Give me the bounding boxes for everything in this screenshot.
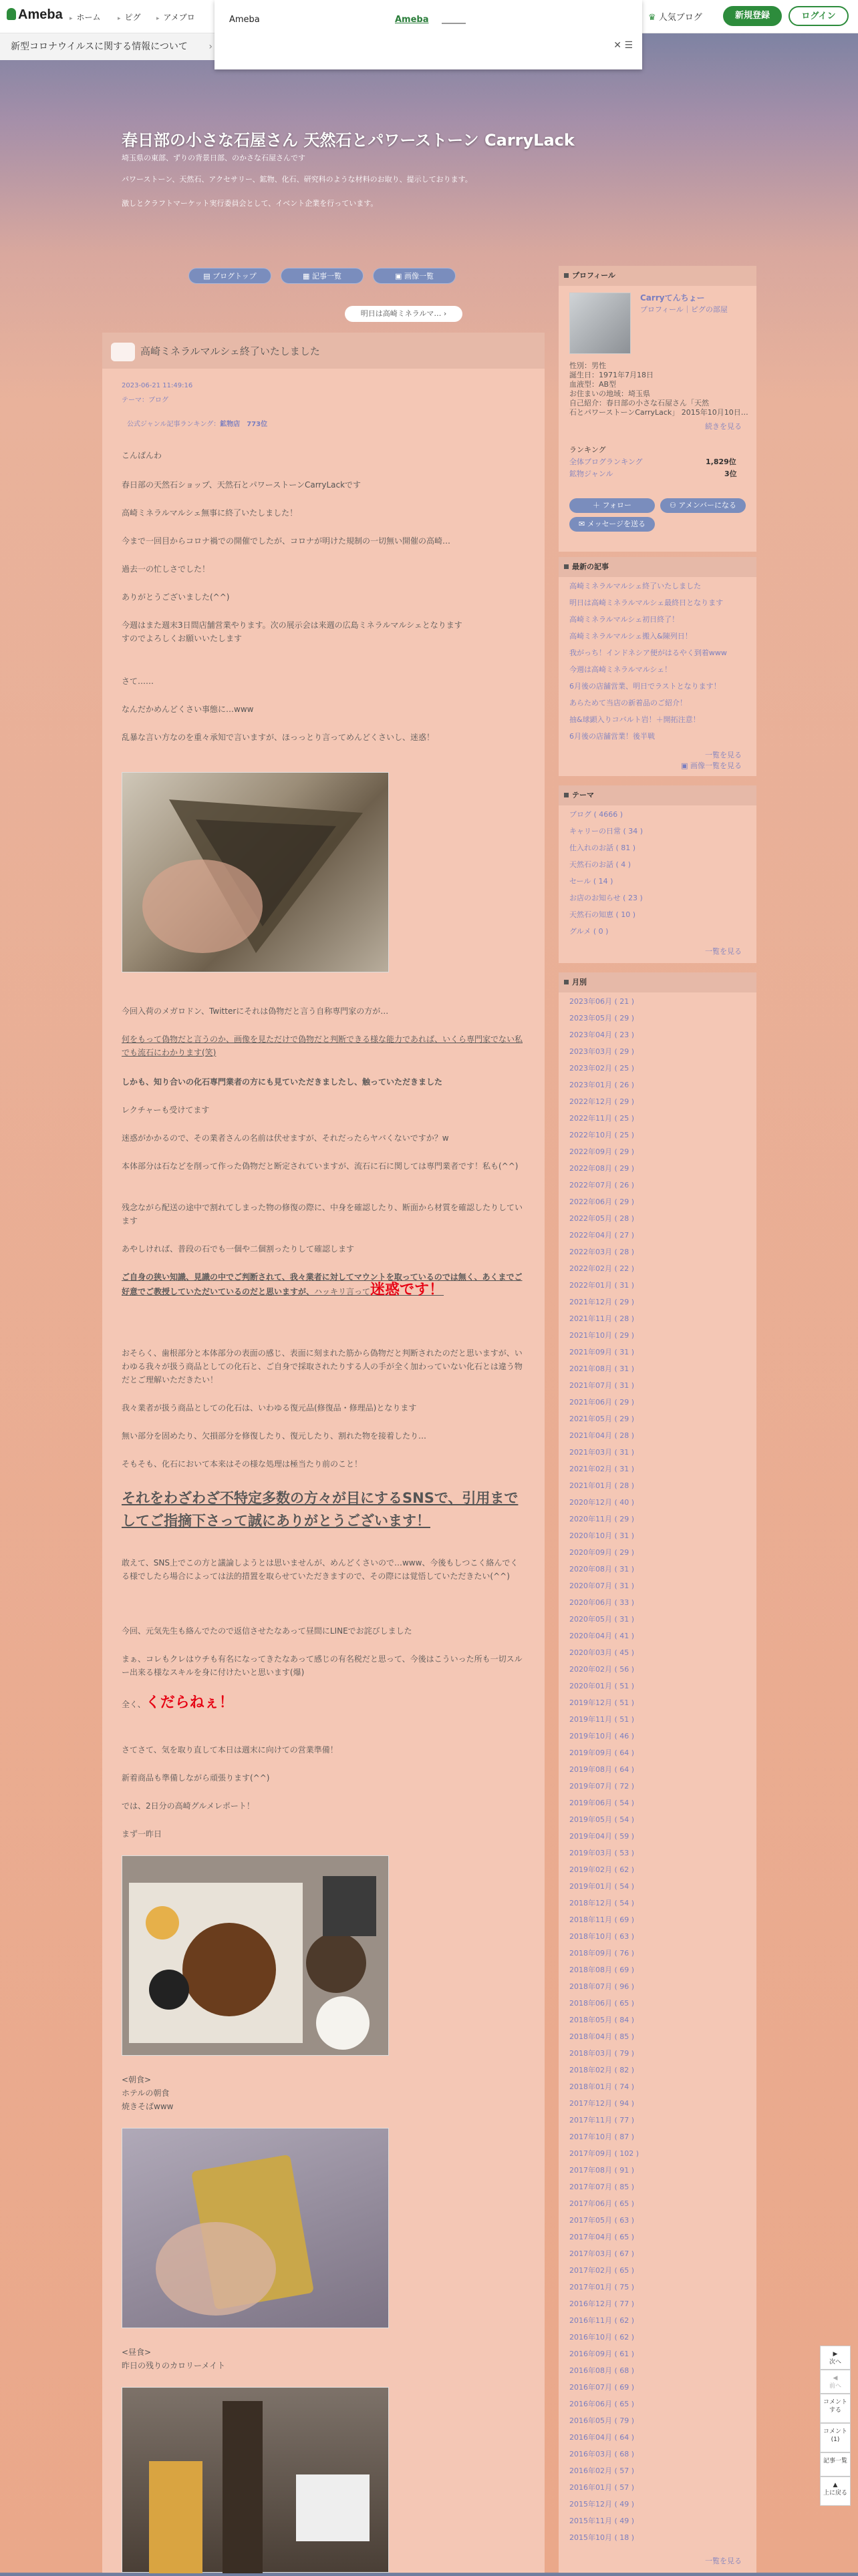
monthly-item[interactable]: 2017年12月 ( 94 ) bbox=[569, 2099, 635, 2108]
monthly-item[interactable]: 2016年09月 ( 61 ) bbox=[569, 2350, 635, 2358]
drink-bottle-shape bbox=[122, 2388, 390, 2573]
monthly-item[interactable]: 2015年12月 ( 49 ) bbox=[569, 2500, 635, 2509]
monthly-item[interactable]: 2018年09月 ( 76 ) bbox=[569, 1949, 635, 1958]
article-title[interactable]: 高崎ミネラルマルシェ終了いたしました bbox=[140, 345, 320, 357]
article-text: なんだかめんどくさい事態に…www bbox=[122, 705, 254, 714]
recent-item[interactable]: 明日は高崎ミネラルマルシェ最終日となります bbox=[569, 598, 724, 607]
article-text: すのでよろしくお願いいたします bbox=[122, 634, 243, 643]
theme-item[interactable]: グルメ ( 0 ) bbox=[569, 927, 609, 936]
monthly-item[interactable]: 2016年07月 ( 69 ) bbox=[569, 2383, 635, 2392]
monthly-item[interactable]: 2023年01月 ( 26 ) bbox=[569, 1081, 635, 1089]
recent-item[interactable]: 我がっち！インドネシア便がはるやく到着www bbox=[569, 649, 727, 657]
blog-description-1: 埼玉県の東部、ずりの背景日部、のかさな石屋さんです bbox=[122, 154, 305, 162]
blog-description-2: パワーストーン、天然石、アクセサリー、鉱物、化石、研究科のような材料のお取り、提示しております。 bbox=[122, 175, 472, 184]
profile-info: 性別：男性 bbox=[569, 361, 606, 370]
article-text: 乱暴な言い方なのを重々承知で言いますが、ほっっとり言ってめんどくさいし、迷惑！ bbox=[122, 733, 435, 742]
article-text: おそらく、歯根部分と本体部分の表面の感じ、表面に刻まれた筋から偽物だと判断されたのだと思いますが、いわゆる我々が扱う商品としての化石と、ご自身で採取されたりする人の手が全く加わっていない化石とは違う物だとご理解いただきたい！ bbox=[122, 1348, 523, 1385]
article-text: 焼きそばwww bbox=[122, 2102, 174, 2111]
ranking-genre-value: 3位 bbox=[724, 470, 737, 478]
article-text: では、2日分の高崎グルメレポート！ bbox=[122, 1801, 255, 1811]
monthly-item[interactable]: 2020年12月 ( 40 ) bbox=[569, 1498, 635, 1507]
article-text: 昨日の残りのカロリーメイト bbox=[122, 2361, 226, 2370]
profile-info: 誕生日：1971年7月18日 bbox=[569, 371, 654, 379]
article-text: 今まで一回目からコロナ禍での開催でしたが、コロナが明けた規制の一切無い開催の高崎… bbox=[122, 536, 451, 546]
monthly-item[interactable]: 2020年05月 ( 31 ) bbox=[569, 1615, 635, 1624]
monthly-item[interactable]: 2019年11月 ( 51 ) bbox=[569, 1715, 635, 1724]
breakfast-tray-shape bbox=[122, 1856, 390, 2056]
theme-item[interactable]: 仕入れのお話 ( 81 ) bbox=[569, 844, 636, 852]
theme-item[interactable]: 天然石のお話 ( 4 ) bbox=[569, 860, 631, 869]
profile-more-link[interactable]: 続きを見る bbox=[705, 422, 742, 431]
monthly-item[interactable]: 2023年03月 ( 29 ) bbox=[569, 1047, 635, 1056]
article-text: ご自身の狭い知識、見識の中でご判断されて、我々業者に対してマウントを取っているのでは無く、あくまでご好意でご教授していただいているのだと思いますが、ハッキリ言って迷惑です！ bbox=[122, 1272, 523, 1298]
monthly-item[interactable]: 2022年12月 ( 29 ) bbox=[569, 1097, 635, 1106]
monthly-item[interactable]: 2016年12月 ( 77 ) bbox=[569, 2299, 635, 2308]
monthly-item[interactable]: 2021年02月 ( 31 ) bbox=[569, 1465, 635, 1473]
monthly-item[interactable]: 2020年08月 ( 31 ) bbox=[569, 1565, 635, 1574]
monthly-heading: 月別 bbox=[559, 972, 756, 992]
ranking-heading: ランキング bbox=[569, 445, 606, 454]
monthly-item[interactable]: 2019年07月 ( 72 ) bbox=[569, 1782, 635, 1791]
monthly-item[interactable]: 2020年10月 ( 31 ) bbox=[569, 1531, 635, 1540]
monthly-item[interactable]: 2018年04月 ( 85 ) bbox=[569, 2032, 635, 2041]
article-text: まず一昨日 bbox=[122, 1829, 162, 1839]
monthly-item[interactable]: 2021年04月 ( 28 ) bbox=[569, 1431, 635, 1440]
article-text: あやしければ、普段の石でも一個や二個割ったりして確認します bbox=[122, 1244, 355, 1254]
chevron-right-icon: › bbox=[443, 309, 447, 318]
monthly-item[interactable]: 2017年03月 ( 67 ) bbox=[569, 2249, 635, 2258]
theme-heading: テーマ bbox=[559, 785, 756, 805]
article-text: 過去一の忙しさでした！ bbox=[122, 564, 210, 574]
home-icon: ▤ bbox=[203, 272, 210, 281]
monthly-item[interactable]: 2016年02月 ( 57 ) bbox=[569, 2466, 635, 2475]
signup-button[interactable]: 新規登録 bbox=[723, 6, 782, 26]
article-text: こんばんわ bbox=[122, 451, 162, 460]
popup-title: Ameba bbox=[229, 15, 260, 25]
monthly-item[interactable]: 2023年04月 ( 23 ) bbox=[569, 1031, 635, 1039]
monthly-item[interactable]: 2023年06月 ( 21 ) bbox=[569, 997, 635, 1006]
monthly-item[interactable]: 2018年06月 ( 65 ) bbox=[569, 1999, 635, 2008]
monthly-item[interactable]: 2022年10月 ( 25 ) bbox=[569, 1131, 635, 1139]
popup-underline bbox=[442, 23, 466, 24]
theme-item[interactable]: 天然石の知恵 ( 10 ) bbox=[569, 910, 636, 919]
article-text: 高崎ミネラルマルシェ無事に終了いたしました！ bbox=[122, 508, 298, 518]
monthly-item[interactable]: 2018年02月 ( 82 ) bbox=[569, 2066, 635, 2074]
monthly-item[interactable]: 2022年01月 ( 31 ) bbox=[569, 1281, 635, 1290]
monthly-item[interactable]: 2016年05月 ( 79 ) bbox=[569, 2416, 635, 2425]
monthly-item[interactable]: 2018年11月 ( 69 ) bbox=[569, 1915, 635, 1924]
monthly-archive-panel bbox=[559, 972, 756, 2573]
back-to-top-button[interactable]: ▲ 上に戻る bbox=[820, 2476, 851, 2506]
calorie-mate-photo[interactable] bbox=[122, 2128, 389, 2328]
nav-entry-list[interactable]: ▦ 記事一覧 bbox=[281, 268, 364, 284]
recent-item[interactable]: 抽&球顕入りコバルト岩！＋開拓注意！ bbox=[569, 715, 700, 724]
list-icon: ▦ bbox=[303, 272, 310, 281]
popular-blog-link[interactable]: ♛ 人気ブログ bbox=[648, 13, 702, 23]
article-text: しかも、知り合いの化石専門業者の方にも見ていただきましたし、触っていただきました bbox=[122, 1077, 443, 1087]
login-button[interactable]: ログイン bbox=[789, 6, 849, 26]
monthly-item[interactable]: 2018年07月 ( 96 ) bbox=[569, 1982, 635, 1991]
article-text: まぁ、コレもクレはウチも有名になってきたなあって感じの有名税だと思って、今後はこういった所も一切スルー出来る様なスキルを身に付けたいと思います(爆) bbox=[122, 1654, 523, 1677]
monthly-item[interactable]: 2015年10月 ( 18 ) bbox=[569, 2533, 635, 2542]
monthly-item[interactable]: 2016年01月 ( 57 ) bbox=[569, 2483, 635, 2492]
comment-count-button[interactable]: コメント(1) bbox=[820, 2423, 851, 2452]
popup-brand-link[interactable]: Ameba bbox=[395, 15, 429, 25]
comment-button[interactable]: コメントする bbox=[820, 2394, 851, 2423]
recent-item[interactable]: 高崎ミネラルマルシェ初日終了！ bbox=[569, 615, 680, 624]
monthly-item[interactable]: 2017年10月 ( 87 ) bbox=[569, 2133, 635, 2141]
profile-name[interactable]: Carryてんちょー bbox=[640, 293, 705, 303]
monthly-item[interactable]: 2019年08月 ( 64 ) bbox=[569, 1765, 635, 1774]
theme-item[interactable]: ブログ ( 4666 ) bbox=[569, 810, 623, 819]
article-text: 全く、くだらねぇ！ bbox=[122, 1694, 234, 1711]
monthly-item[interactable]: 2020年03月 ( 45 ) bbox=[569, 1648, 635, 1657]
monthly-item[interactable]: 2017年04月 ( 65 ) bbox=[569, 2233, 635, 2241]
monthly-item[interactable]: 2018年05月 ( 84 ) bbox=[569, 2016, 635, 2024]
image-icon: ▣ bbox=[395, 272, 402, 281]
monthly-item[interactable]: 2016年04月 ( 64 ) bbox=[569, 2433, 635, 2442]
ranking-overall-value: 1,829位 bbox=[706, 457, 736, 466]
monthly-item[interactable]: 2020年01月 ( 51 ) bbox=[569, 1682, 635, 1690]
monthly-item[interactable]: 2019年12月 ( 51 ) bbox=[569, 1698, 635, 1707]
message-button[interactable]: ✉ メッセージを送る bbox=[569, 517, 655, 532]
article-text: さてさて、気を取り直して本日は週末に向けての営業準備！ bbox=[122, 1745, 338, 1755]
entry-list-button[interactable]: 記事一覧 bbox=[820, 2452, 851, 2476]
monthly-more-link[interactable]: 一覧を見る bbox=[705, 2557, 742, 2565]
monthly-item[interactable]: 2022年07月 ( 26 ) bbox=[569, 1181, 635, 1189]
recent-item[interactable]: 6月後の店舗営業、明日でラストとなります！ bbox=[569, 682, 721, 691]
ameba-logo[interactable]: Ameba bbox=[7, 7, 63, 23]
breakfast-photo[interactable] bbox=[122, 1855, 389, 2056]
fossil-tooth-shape bbox=[122, 773, 390, 973]
profile-heading: プロフィール bbox=[559, 266, 756, 286]
lunch-photo[interactable] bbox=[122, 2387, 389, 2573]
monthly-item[interactable]: 2020年07月 ( 31 ) bbox=[569, 1582, 635, 1590]
monthly-item[interactable]: 2017年09月 ( 102 ) bbox=[569, 2149, 639, 2158]
close-icon[interactable]: ✕ ☰ bbox=[613, 40, 633, 51]
monthly-item[interactable]: 2016年08月 ( 68 ) bbox=[569, 2366, 635, 2375]
chevron-left-icon: ◀ bbox=[833, 2375, 838, 2382]
image-list-link[interactable]: ▣ 画像一覧を見る bbox=[681, 761, 742, 770]
crown-icon: ♛ bbox=[648, 13, 656, 23]
theme-item[interactable]: キャリーの日常 ( 34 ) bbox=[569, 827, 644, 836]
monthly-item[interactable]: 2017年11月 ( 77 ) bbox=[569, 2116, 635, 2125]
monthly-item[interactable]: 2021年03月 ( 31 ) bbox=[569, 1448, 635, 1457]
monthly-item[interactable]: 2023年02月 ( 25 ) bbox=[569, 1064, 635, 1073]
profile-info: 石とパワーストーンCarryLack」 2015年10月10日… bbox=[569, 408, 748, 417]
monthly-item[interactable]: 2019年03月 ( 53 ) bbox=[569, 1849, 635, 1857]
image-icon: ▣ bbox=[681, 761, 688, 770]
monthly-item[interactable]: 2016年03月 ( 68 ) bbox=[569, 2450, 635, 2458]
article-text: 何をもって偽物だと言うのか、画像を見ただけで偽物だと判断できる様な能力であれば、いくら専門家でない私でも流石にわかります(笑) bbox=[122, 1035, 523, 1057]
monthly-item[interactable]: 2019年06月 ( 54 ) bbox=[569, 1799, 635, 1807]
monthly-item[interactable]: 2017年08月 ( 91 ) bbox=[569, 2166, 635, 2175]
nav-home[interactable]: ▸ ホーム bbox=[69, 11, 101, 23]
monthly-item[interactable]: 2018年08月 ( 69 ) bbox=[569, 1966, 635, 1974]
article-text: <朝食> bbox=[122, 2075, 152, 2084]
monthly-item[interactable]: 2021年07月 ( 31 ) bbox=[569, 1381, 635, 1390]
next-entry-button[interactable]: ▶ 次へ bbox=[820, 2346, 851, 2370]
ameba-logo-icon bbox=[7, 8, 16, 20]
monthly-item[interactable]: 2020年09月 ( 29 ) bbox=[569, 1548, 635, 1557]
article-date: 2023-06-21 11:49:16 bbox=[122, 382, 193, 389]
chevron-right-icon: › bbox=[208, 41, 212, 52]
monthly-item[interactable]: 2021年12月 ( 29 ) bbox=[569, 1298, 635, 1306]
theme-more-link[interactable]: 一覧を見る bbox=[705, 947, 742, 956]
monthly-item[interactable]: 2020年02月 ( 56 ) bbox=[569, 1665, 635, 1674]
arrow-up-icon: ▲ bbox=[833, 2482, 838, 2489]
next-entry-link[interactable]: 明日は高崎ミネラルマ… › bbox=[345, 306, 462, 322]
monthly-item[interactable]: 2021年09月 ( 31 ) bbox=[569, 1348, 635, 1356]
monthly-item[interactable]: 2019年10月 ( 46 ) bbox=[569, 1732, 635, 1740]
monthly-item[interactable]: 2016年06月 ( 65 ) bbox=[569, 2400, 635, 2408]
monthly-item[interactable]: 2018年01月 ( 74 ) bbox=[569, 2082, 635, 2091]
monthly-item[interactable]: 2019年04月 ( 59 ) bbox=[569, 1832, 635, 1841]
nav-blog-top[interactable]: ▤ ブログトップ bbox=[188, 268, 271, 284]
monthly-item[interactable]: 2022年06月 ( 29 ) bbox=[569, 1198, 635, 1206]
article-ranking[interactable]: 公式ジャンル記事ランキング：鉱物店 773位 bbox=[127, 421, 268, 428]
follow-button[interactable]: ＋ フォロー bbox=[569, 498, 655, 513]
article-text: 春日部の天然石ショップ、天然石とパワーストーンCarryLackです bbox=[122, 480, 362, 490]
recent-heading: 最新の記事 bbox=[559, 557, 756, 577]
article-text: 今回入荷のメガロドン、Twitterにそれは偽物だと言う自称専門家の方が… bbox=[122, 1006, 389, 1016]
monthly-item[interactable]: 2018年03月 ( 79 ) bbox=[569, 2049, 635, 2058]
monthly-item[interactable]: 2023年05月 ( 29 ) bbox=[569, 1014, 635, 1023]
monthly-item[interactable]: 2022年09月 ( 29 ) bbox=[569, 1147, 635, 1156]
ad-popup bbox=[214, 0, 642, 69]
monthly-item[interactable]: 2020年06月 ( 33 ) bbox=[569, 1598, 635, 1607]
ranking-genre-label[interactable]: 鉱物ジャンル bbox=[569, 470, 613, 478]
monthly-item[interactable]: 2020年11月 ( 29 ) bbox=[569, 1515, 635, 1523]
monthly-item[interactable]: 2017年02月 ( 65 ) bbox=[569, 2266, 635, 2275]
article-text: そもそも、化石において本来はその様な処理は極当たり前のこと！ bbox=[122, 1459, 363, 1469]
monthly-item[interactable]: 2022年11月 ( 25 ) bbox=[569, 1114, 635, 1123]
prev-entry-button[interactable]: ◀ 前へ bbox=[820, 2370, 851, 2394]
nav-image-list[interactable]: ▣ 画像一覧 bbox=[373, 268, 456, 284]
blog-title[interactable]: 春日部の小さな石屋さん 天然石とパワーストーン CarryLack bbox=[122, 131, 575, 150]
monthly-item[interactable]: 2021年01月 ( 28 ) bbox=[569, 1481, 635, 1490]
recent-more-link[interactable]: 一覧を見る bbox=[705, 751, 742, 759]
monthly-item[interactable]: 2021年06月 ( 29 ) bbox=[569, 1398, 635, 1407]
ranking-overall-label[interactable]: 全体ブログランキング bbox=[569, 457, 643, 466]
profile-panel bbox=[559, 266, 756, 552]
article-text: レクチャーも受けてます bbox=[122, 1105, 210, 1115]
user-icon: ⚇ bbox=[670, 501, 676, 510]
monthly-item[interactable]: 2019年05月 ( 54 ) bbox=[569, 1815, 635, 1824]
article-text: 本体部分は石などを削って作った偽物だと断定されていますが、流石に石に関しては専門業者です！私も(^^) bbox=[122, 1161, 519, 1171]
nav-pigg[interactable]: ▸ ピグ bbox=[118, 11, 141, 23]
avatar[interactable] bbox=[569, 293, 631, 354]
plus-icon: ＋ bbox=[593, 501, 601, 510]
profile-info: 自己紹介：春日部の小さな石屋さん「天然 bbox=[569, 399, 709, 407]
article-text: 今回、元気先生も絡んでたので返信させたなあって昼間にLINEでお詫びしました bbox=[122, 1626, 412, 1636]
amember-button[interactable]: ⚇ アメンバーになる bbox=[660, 498, 746, 513]
recent-item[interactable]: 高崎ミネラルマルシェ搬入&陳列日！ bbox=[569, 632, 692, 640]
theme-panel bbox=[559, 785, 756, 963]
article-text: <昼食> bbox=[122, 2348, 152, 2357]
monthly-item[interactable]: 2021年11月 ( 28 ) bbox=[569, 1314, 635, 1323]
profile-links[interactable]: プロフィール｜ピグの部屋 bbox=[640, 305, 728, 314]
monthly-item[interactable]: 2020年04月 ( 41 ) bbox=[569, 1632, 635, 1640]
monthly-item[interactable]: 2021年10月 ( 29 ) bbox=[569, 1331, 635, 1340]
profile-info: 血液型：AB型 bbox=[569, 380, 617, 389]
theme-item[interactable]: セール ( 14 ) bbox=[569, 877, 613, 886]
article-text: 新着商品も準備しながら頑張ります(^^) bbox=[122, 1773, 270, 1783]
article-text: さて…… bbox=[122, 677, 154, 686]
article-text: ありがとうございました(^^) bbox=[122, 592, 230, 602]
monthly-item[interactable]: 2017年06月 ( 65 ) bbox=[569, 2199, 635, 2208]
theme-item[interactable]: お店のお知らせ ( 23 ) bbox=[569, 894, 643, 902]
monthly-item[interactable]: 2018年10月 ( 63 ) bbox=[569, 1932, 635, 1941]
article-text: 残念ながら配送の途中で割れてしまった物の修復の際に、中身を確認したり、断面から材質を確認したりしています bbox=[122, 1203, 523, 1226]
monthly-item[interactable]: 2022年03月 ( 28 ) bbox=[569, 1248, 635, 1256]
article-text: 今週はまた週末3日間店舗営業やります。次の展示会は来週の広島ミネラルマルシェとなります bbox=[122, 620, 462, 630]
monthly-item[interactable]: 2021年05月 ( 29 ) bbox=[569, 1415, 635, 1423]
chevron-right-icon: ▶ bbox=[833, 2351, 838, 2358]
blog-description-3: 激しとクラフトマーケット実行委員会として、イベント企業を行っています。 bbox=[122, 199, 378, 208]
monthly-item[interactable]: 2017年05月 ( 63 ) bbox=[569, 2216, 635, 2225]
monthly-item[interactable]: 2017年01月 ( 75 ) bbox=[569, 2283, 635, 2291]
monthly-item[interactable]: 2017年07月 ( 85 ) bbox=[569, 2183, 635, 2191]
megalodon-tooth-photo[interactable] bbox=[122, 772, 389, 972]
monthly-item[interactable]: 2022年08月 ( 29 ) bbox=[569, 1164, 635, 1173]
nav-ameblo[interactable]: ▸ アメブロ bbox=[156, 11, 195, 23]
recent-item[interactable]: あらためて当店の新着品のご紹介！ bbox=[569, 699, 687, 707]
monthly-item[interactable]: 2019年02月 ( 62 ) bbox=[569, 1865, 635, 1874]
article-text: 無い部分を固めたり、欠損部分を修復したり、復元したり、割れた物を接着したり… bbox=[122, 1431, 427, 1441]
article-icon bbox=[111, 343, 135, 361]
monthly-item[interactable]: 2022年02月 ( 22 ) bbox=[569, 1264, 635, 1273]
recent-item[interactable]: 6月後の店舗営業！後半戦 bbox=[569, 732, 655, 741]
recent-item[interactable]: 今週は高崎ミネラルマルシェ！ bbox=[569, 665, 672, 674]
article-text: 迷惑がかかるので、その業者さんの名前は伏せますが、それだったらヤバくないですか？w bbox=[122, 1133, 449, 1143]
article-text: 我々業者が扱う商品としての化石は、いわゆる復元品(修復品・修理品)となります bbox=[122, 1403, 417, 1413]
monthly-item[interactable]: 2021年08月 ( 31 ) bbox=[569, 1364, 635, 1373]
article-text: 敢えて、SNS上でこの方と議論しようとは思いませんが、めんどくさいので…www、今後もしつこく絡んでくる様でしたら場合によっては法的措置を取らせていただきますので、その際には覚悟していただきたい(^^) bbox=[122, 1558, 519, 1581]
profile-info: お住まいの地域：埼玉県 bbox=[569, 389, 650, 398]
recent-item[interactable]: 高崎ミネラルマルシェ終了いたしました bbox=[569, 582, 702, 590]
mail-icon: ✉ bbox=[578, 520, 585, 528]
article-emphasis: それをわざわざ不特定多数の方々が目にするSNSで、引用までしてご指摘下さって誠にありがとうございます！ bbox=[122, 1490, 519, 1529]
monthly-item[interactable]: 2016年11月 ( 62 ) bbox=[569, 2316, 635, 2325]
article-theme[interactable]: テーマ：ブログ bbox=[122, 397, 168, 404]
monthly-item[interactable]: 2019年01月 ( 54 ) bbox=[569, 1882, 635, 1891]
article-text: ホテルの朝食 bbox=[122, 2088, 170, 2098]
monthly-item[interactable]: 2019年09月 ( 64 ) bbox=[569, 1749, 635, 1757]
monthly-item[interactable]: 2022年05月 ( 28 ) bbox=[569, 1214, 635, 1223]
monthly-item[interactable]: 2022年04月 ( 27 ) bbox=[569, 1231, 635, 1240]
monthly-item[interactable]: 2016年10月 ( 62 ) bbox=[569, 2333, 635, 2342]
monthly-item[interactable]: 2018年12月 ( 54 ) bbox=[569, 1899, 635, 1907]
covid-notice-banner[interactable]: 新型コロナウイルスに関する情報について › bbox=[0, 33, 221, 60]
recent-entries-panel bbox=[559, 557, 756, 776]
monthly-item[interactable]: 2015年11月 ( 49 ) bbox=[569, 2517, 635, 2525]
calorie-mate-package-shape bbox=[122, 2129, 390, 2329]
